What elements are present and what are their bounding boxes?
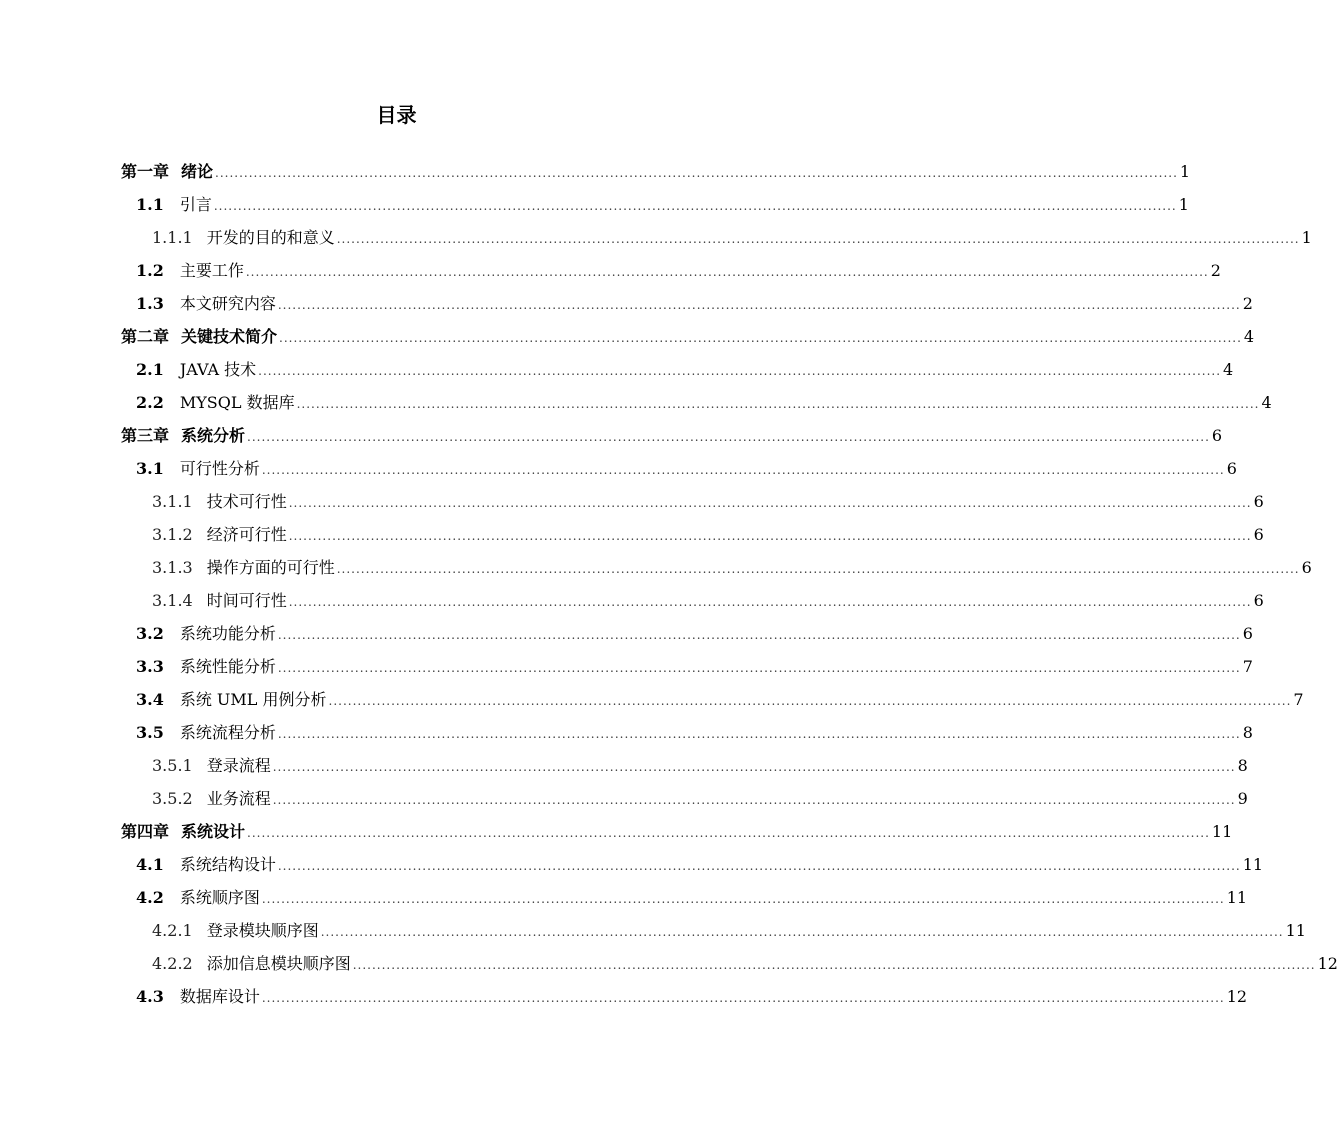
toc-entry-number: 3.1.2	[152, 525, 193, 544]
toc-leader-dots: ........................................................................................................................................................................................................	[258, 364, 1222, 378]
toc-entry-title: 登录流程	[206, 756, 271, 775]
toc-entry[interactable]	[152, 947, 1338, 980]
toc-entry[interactable]	[136, 287, 1253, 320]
toc-entry-title: 经济可行性	[206, 525, 287, 544]
toc-title: 目录	[376, 103, 417, 127]
toc-entry-page: 8	[1237, 756, 1248, 775]
toc-entry[interactable]	[136, 188, 1189, 221]
toc-leader-dots: ........................................................................................................................................................................................................	[261, 463, 1225, 477]
toc-entry-number: 1.3	[136, 294, 164, 313]
toc-entry-number: 3.1.4	[152, 591, 193, 610]
toc-entry-number: 4.2.1	[152, 921, 193, 940]
toc-entry-page: 4	[1223, 360, 1234, 379]
toc-entry-number: 3.5	[136, 723, 164, 742]
toc-leader-dots: ........................................................................................................................................................................................................	[277, 727, 1241, 741]
toc-entry-title: 数据库设计	[179, 987, 260, 1006]
toc-leader-dots: ........................................................................................................................................................................................................	[215, 166, 1178, 180]
toc-entry-page: 8	[1242, 723, 1253, 742]
toc-entry-page: 6	[1253, 591, 1264, 610]
toc-entry-page: 1	[1178, 195, 1189, 214]
toc-entry-number: 2.1	[136, 360, 164, 379]
toc-entry-title: 开发的目的和意义	[206, 228, 335, 247]
toc-entry-page: 2	[1210, 261, 1221, 280]
toc-entry-page: 11	[1211, 822, 1233, 841]
toc-entry-number: 3.5.1	[152, 756, 193, 775]
toc-entry[interactable]	[121, 155, 1191, 188]
toc-leader-dots: ........................................................................................................................................................................................................	[277, 661, 1241, 675]
toc-entry-number: 1.1.1	[152, 228, 193, 247]
toc-entry-title: MYSQL 数据库	[179, 393, 295, 412]
toc-entry-title: 引言	[179, 195, 212, 214]
toc-entry-page: 7	[1242, 657, 1253, 676]
toc-leader-dots: ........................................................................................................................................................................................................	[213, 199, 1177, 213]
toc-entry[interactable]	[136, 881, 1248, 914]
toc-entry-page: 11	[1242, 855, 1264, 874]
toc-entry-page: 2	[1242, 294, 1253, 313]
toc-entry[interactable]	[136, 452, 1237, 485]
toc-entry-title: 绪论	[181, 162, 214, 181]
toc-entry-page: 12	[1317, 954, 1338, 973]
toc-entry[interactable]	[121, 815, 1233, 848]
toc-entry-page: 4	[1243, 327, 1255, 346]
toc-entry-title: 系统设计	[181, 822, 246, 841]
toc-entry-number: 3.3	[136, 657, 164, 676]
toc-entry-title: 系统结构设计	[179, 855, 276, 874]
toc-entry-page: 11	[1285, 921, 1306, 940]
toc-entry-page: 6	[1253, 492, 1264, 511]
toc-leader-dots: ........................................................................................................................................................................................................	[277, 298, 1241, 312]
toc-leader-dots: ........................................................................................................................................................................................................	[277, 859, 1241, 873]
toc-leader-dots: ........................................................................................................................................................................................................	[261, 892, 1225, 906]
toc-leader-dots: ........................................................................................................................................................................................................	[272, 793, 1236, 807]
toc-entry-title: 系统性能分析	[179, 657, 276, 676]
toc-entry[interactable]	[152, 485, 1264, 518]
toc-entry[interactable]	[152, 749, 1248, 782]
toc-entry-title: 添加信息模块顺序图	[206, 954, 351, 973]
toc-leader-dots: ........................................................................................................................................................................................................	[245, 265, 1209, 279]
toc-entry-number: 4.1	[136, 855, 164, 874]
toc-entry[interactable]	[121, 419, 1223, 452]
toc-entry-page: 11	[1226, 888, 1248, 907]
toc-entry-number: 2.2	[136, 393, 164, 412]
toc-entry[interactable]	[136, 254, 1221, 287]
toc-entry-number: 第三章	[121, 426, 170, 445]
toc-entry-number: 第二章	[121, 327, 170, 346]
toc-entry-page: 7	[1293, 690, 1304, 709]
toc-entry-title: 系统 UML 用例分析	[179, 690, 327, 709]
toc-leader-dots: ........................................................................................................................................................................................................	[247, 826, 1210, 840]
toc-entry[interactable]	[136, 683, 1304, 716]
toc-entry[interactable]	[136, 980, 1248, 1013]
toc-entry-title: 系统分析	[181, 426, 246, 445]
toc-entry-number: 4.2.2	[152, 954, 193, 973]
toc-entry-title: 系统顺序图	[179, 888, 260, 907]
toc-entry-page: 9	[1237, 789, 1248, 808]
toc-entry-title: 时间可行性	[206, 591, 287, 610]
toc-entry-page: 6	[1226, 459, 1237, 478]
toc-entry-number: 4.2	[136, 888, 164, 907]
toc-entry-number: 3.1.1	[152, 492, 193, 511]
toc-leader-dots: ........................................................................................................................................................................................................	[288, 496, 1252, 510]
toc-leader-dots: ........................................................................................................................................................................................................	[352, 958, 1316, 972]
toc-entry-title: 主要工作	[179, 261, 244, 280]
toc-leader-dots: ........................................................................................................................................................................................................	[328, 694, 1292, 708]
toc-entry-title: 登录模块顺序图	[206, 921, 319, 940]
toc-entry-title: 业务流程	[206, 789, 271, 808]
toc-entry-title: 系统功能分析	[179, 624, 276, 643]
toc-entry-number: 4.3	[136, 987, 164, 1006]
toc-entry-title: 可行性分析	[179, 459, 260, 478]
toc-entry-page: 1	[1301, 228, 1312, 247]
toc-entry[interactable]	[136, 353, 1234, 386]
toc-entry-page: 6	[1242, 624, 1253, 643]
toc-entry[interactable]	[152, 914, 1306, 947]
toc-leader-dots: ........................................................................................................................................................................................................	[277, 628, 1241, 642]
toc-leader-dots: ........................................................................................................................................................................................................	[288, 529, 1252, 543]
toc-leader-dots: ........................................................................................................................................................................................................	[336, 232, 1300, 246]
toc-entry-title: 关键技术简介	[181, 327, 278, 346]
toc-entry-title: 操作方面的可行性	[206, 558, 335, 577]
toc-leader-dots: ........................................................................................................................................................................................................	[288, 595, 1252, 609]
toc-entry-number: 3.5.2	[152, 789, 193, 808]
toc-entry-number: 3.1	[136, 459, 164, 478]
toc-entry-number: 3.2	[136, 624, 164, 643]
toc-entry[interactable]	[152, 518, 1264, 551]
toc-entry-page: 6	[1301, 558, 1312, 577]
toc-entry-page: 6	[1253, 525, 1264, 544]
toc-entry[interactable]	[121, 320, 1255, 353]
toc-leader-dots: ........................................................................................................................................................................................................	[336, 562, 1300, 576]
toc-entry[interactable]	[152, 584, 1264, 617]
toc-entry-number: 3.1.3	[152, 558, 193, 577]
toc-leader-dots: ........................................................................................................................................................................................................	[272, 760, 1236, 774]
toc-entry[interactable]	[136, 386, 1272, 419]
toc-entry[interactable]	[136, 650, 1253, 683]
toc-leader-dots: ........................................................................................................................................................................................................	[296, 397, 1260, 411]
toc-entry[interactable]	[136, 716, 1253, 749]
toc-entry-number: 3.4	[136, 690, 164, 709]
toc-entry-page: 6	[1211, 426, 1223, 445]
toc-entry-number: 第一章	[121, 162, 170, 181]
toc-entry-page: 1	[1179, 162, 1191, 181]
toc-entry-title: 技术可行性	[206, 492, 287, 511]
toc-entry-number: 第四章	[121, 822, 170, 841]
toc-entry[interactable]	[136, 848, 1264, 881]
toc-entry-page: 4	[1261, 393, 1272, 412]
toc-entry[interactable]	[152, 551, 1312, 584]
toc-entry-title: JAVA 技术	[179, 360, 257, 379]
toc-entry[interactable]	[136, 617, 1253, 650]
toc-entry-number: 1.1	[136, 195, 164, 214]
toc-entry[interactable]	[152, 221, 1312, 254]
toc-entry-number: 1.2	[136, 261, 164, 280]
toc-entry[interactable]	[152, 782, 1248, 815]
toc-entry-title: 系统流程分析	[179, 723, 276, 742]
toc-entry-page: 12	[1226, 987, 1248, 1006]
toc-leader-dots: ........................................................................................................................................................................................................	[261, 991, 1225, 1005]
toc-leader-dots: ........................................................................................................................................................................................................	[320, 925, 1284, 939]
toc-leader-dots: ........................................................................................................................................................................................................	[247, 430, 1210, 444]
toc-entry-title: 本文研究内容	[179, 294, 276, 313]
toc-leader-dots: ........................................................................................................................................................................................................	[279, 331, 1242, 345]
